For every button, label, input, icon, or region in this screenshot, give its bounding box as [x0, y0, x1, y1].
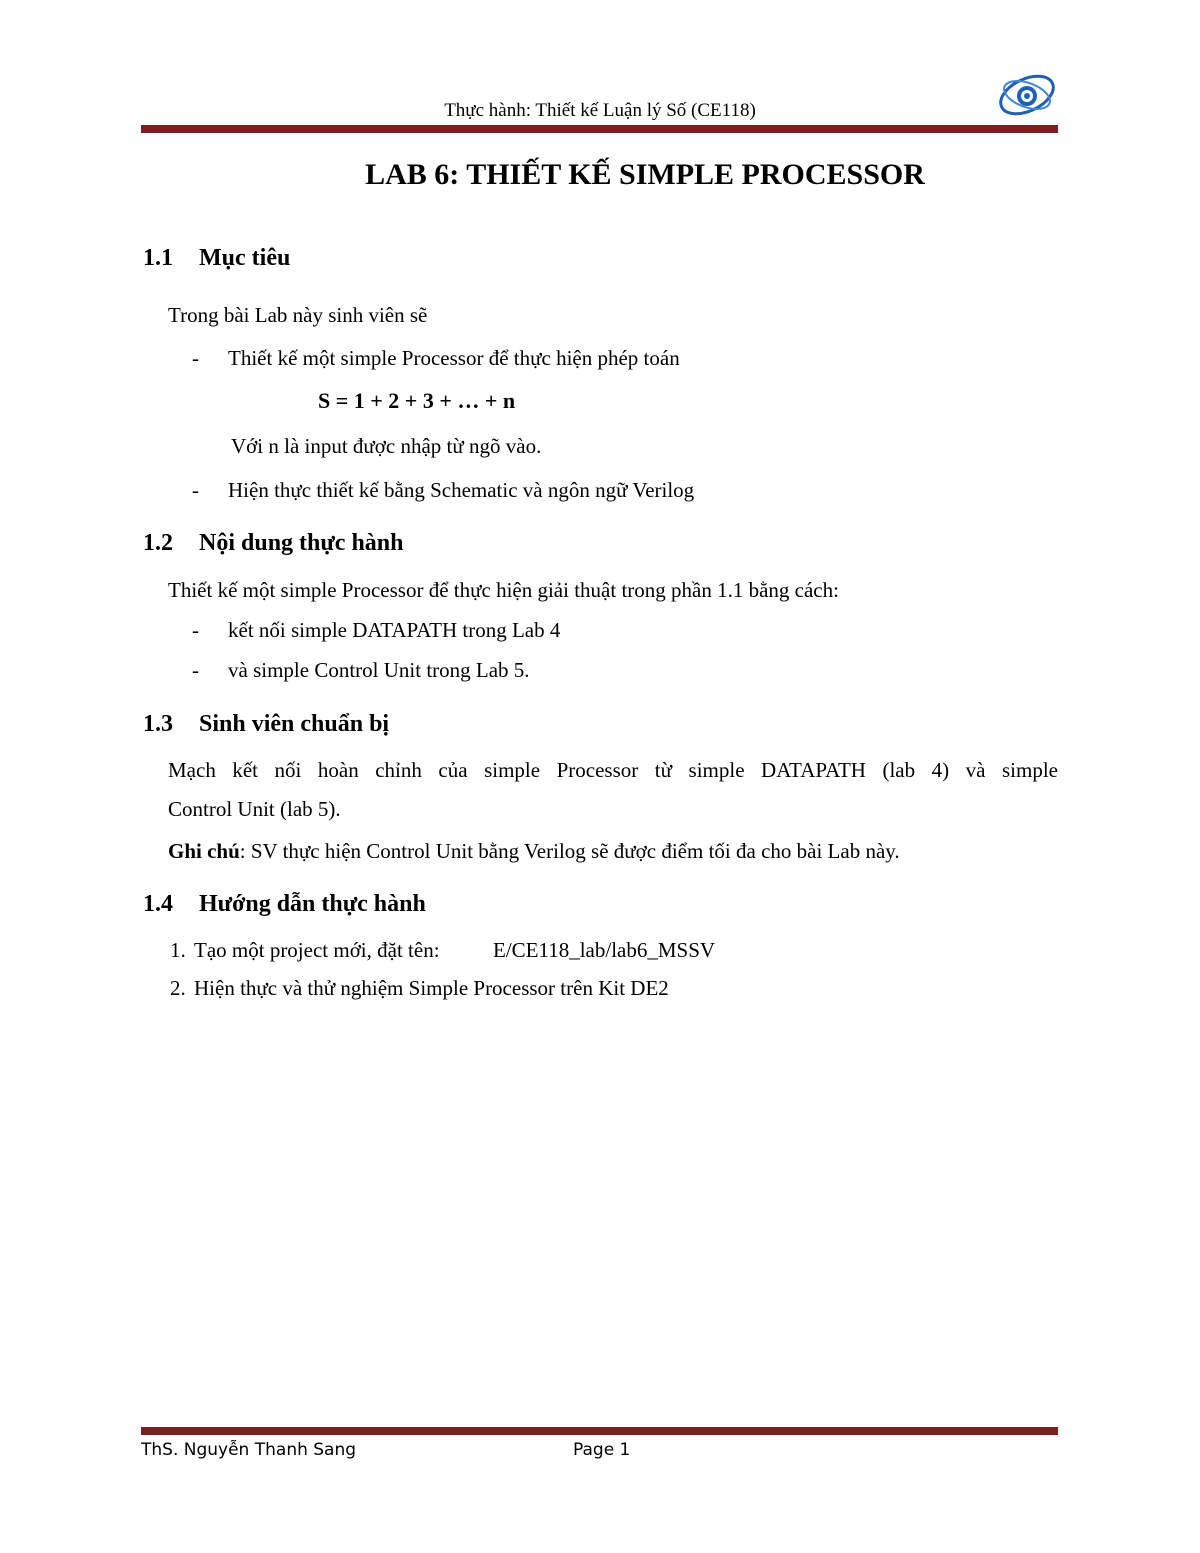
bullet-dash: - — [192, 658, 199, 682]
step-2-text: Hiện thực và thử nghiệm Simple Processor trên Kit DE2 — [194, 976, 669, 1000]
bullet-dash: - — [192, 478, 199, 502]
section-number: 1.1 — [143, 245, 173, 271]
step-number: 2. — [170, 976, 186, 1000]
footer-page-number: Page 1 — [573, 1440, 631, 1460]
header-rule — [141, 125, 1058, 133]
section-heading-text: Sinh viên chuẩn bị — [199, 711, 390, 737]
section-1-1-intro: Trong bài Lab này sinh viên sẽ — [168, 303, 428, 327]
section-number: 1.3 — [143, 711, 173, 737]
section-heading-text: Nội dung thực hành — [199, 530, 404, 556]
section-1-1-note: Với n là input được nhập từ ngõ vào. — [231, 434, 542, 458]
section-heading-1-3 — [143, 711, 389, 738]
section-1-1-bullet-2: Hiện thực thiết kế bằng Schematic và ngôn ngữ Verilog — [228, 478, 695, 502]
section-1-2-bullet-1: kết nối simple DATAPATH trong Lab 4 — [228, 618, 561, 642]
section-number: 1.4 — [143, 891, 173, 917]
section-1-1-bullet-1: Thiết kế một simple Processor để thực hiện phép toán — [228, 346, 680, 370]
section-heading-1-1 — [143, 245, 290, 272]
section-heading-1-2 — [143, 530, 403, 557]
step-number: 1. — [170, 938, 186, 962]
section-heading-1-4 — [143, 891, 426, 918]
header-title: Thực hành: Thiết kế Luận lý Số (CE118) — [444, 100, 756, 121]
footer-rule — [141, 1427, 1058, 1435]
note-label: Ghi chú — [168, 839, 240, 863]
section-number: 1.2 — [143, 530, 173, 556]
section-heading-text: Mục tiêu — [199, 245, 291, 271]
project-path: E/CE118_lab/lab6_MSSV — [493, 938, 716, 962]
section-1-3-paragraph-line-1: Mạch kết nối hoàn chỉnh của simple Processor từ simple DATAPATH (lab 4) và simple — [168, 758, 1058, 782]
note-text: : SV thực hiện Control Unit bằng Verilog sẽ được điểm tối đa cho bài Lab này. — [239, 839, 900, 863]
section-1-2-bullet-2: và simple Control Unit trong Lab 5. — [228, 658, 530, 682]
bullet-dash: - — [192, 346, 199, 370]
step-1-text: Tạo một project mới, đặt tên: — [194, 938, 440, 962]
footer-author: ThS. Nguyễn Thanh Sang — [141, 1440, 357, 1460]
section-heading-text: Hướng dẫn thực hành — [199, 891, 426, 917]
document-title: LAB 6: THIẾT KẾ SIMPLE PROCESSOR — [365, 158, 925, 191]
section-1-3-paragraph-line-2: Control Unit (lab 5). — [168, 797, 341, 821]
bullet-dash: - — [192, 618, 199, 642]
formula: S = 1 + 2 + 3 + … + n — [318, 388, 516, 413]
section-1-3-note — [168, 839, 900, 864]
university-logo-icon — [995, 66, 1059, 124]
section-1-2-intro: Thiết kế một simple Processor để thực hiện giải thuật trong phần 1.1 bằng cách: — [168, 578, 839, 602]
